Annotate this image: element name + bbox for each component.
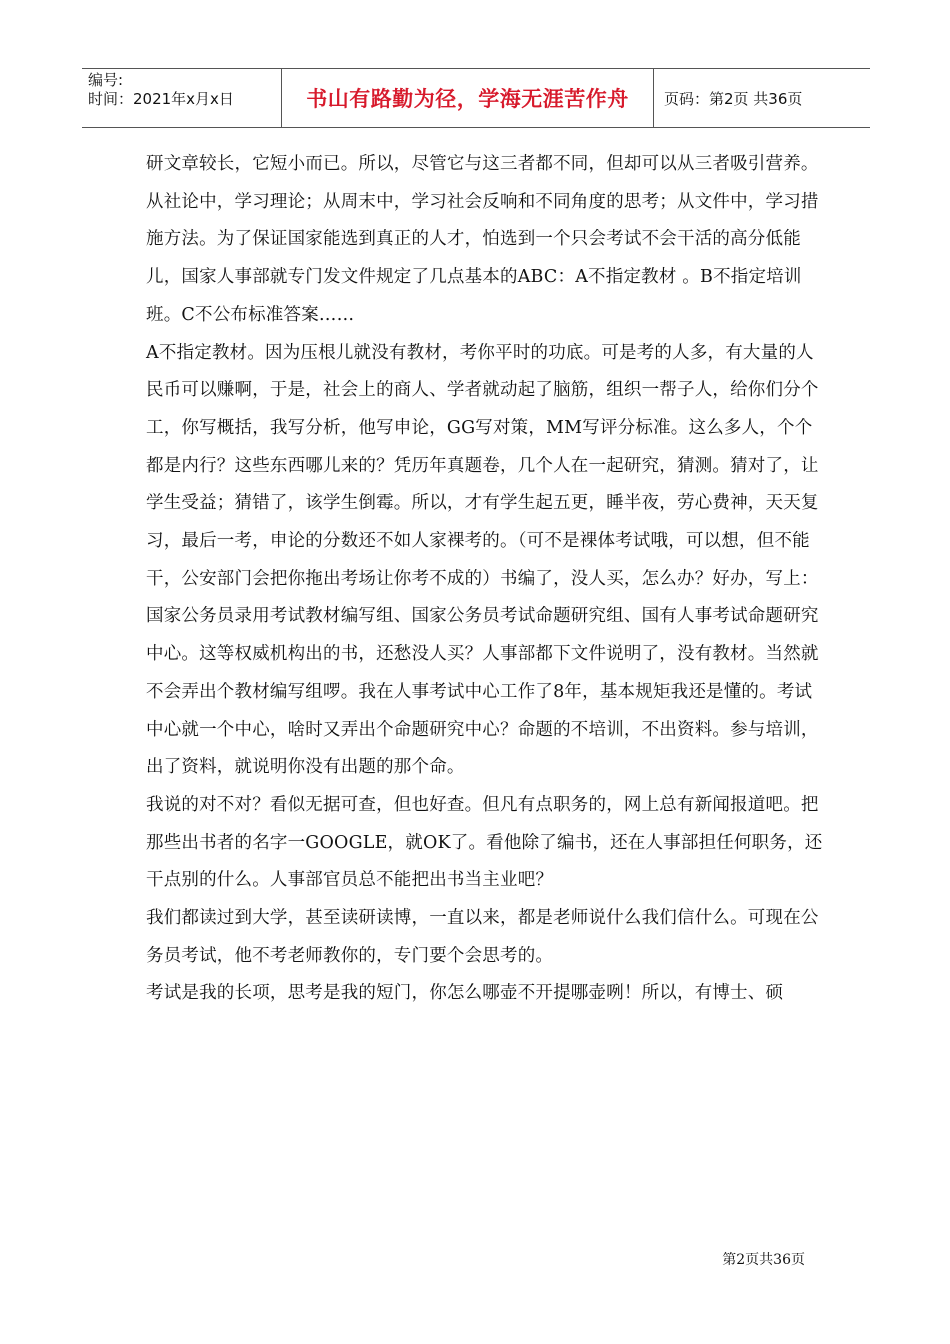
header-motto: 书山有路勤为径，学海无涯苦作舟 [282,69,654,127]
paragraph-2: A不指定教材。因为压根儿就没有教材，考你平时的功底。可是考的人多，有大量的人民币可以赚啊，于是，社会上的商人、学者就动起了脑筋，组织一帮子人，给你们分个工，你写概括，我写分析，他写申论，GG写对策，MM写评分标准。这么多人，个个都是内行？这些东西哪儿来的？凭历年真题卷，几个人在一起研究，猜测。猜对了，让学生受益；猜错了，该学生倒霉。所以，才有学生起五更，睡半夜，劳心费神，天天复习，最后一考，申论的分数还不如人家裸考的。（可不是裸体考试哦，可以想，但不能干，公安部门会把你拖出考场让你考不成的）书编了，没人买，怎么办？好办，写上：国家公务员录用考试教材编写组、国家公务员考试命题研究组、国有人事考试命题研究中心。这等权威机构出的书，还愁没人买？人事部都下文件说明了，没有教材。当然就不会弄出个教材编写组啰。我在人事考试中心工作了8年，基本规矩我还是懂的。考试中心就一个中心，啥时又弄出个命题研究中心？命题的不培训，不出资料。参与培训，出了资料，就说明你没有出题的那个命。 [146,342,819,778]
paragraph-3: 我说的对不对？看似无据可查，但也好查。但凡有点职务的，网上总有新闻报道吧。把那些出书者的名字一GOOGLE，就OK了。看他除了编书，还在人事部担任何职务，还干点别的什么。人事部官员总不能把出书当主业吧？ [146,794,823,891]
page-header [82,68,870,128]
header-meta [82,69,282,127]
header-page-info: 页码：第2页 共36页 [664,89,803,108]
paragraph-5: 考试是我的长项，思考是我的短门，你怎么哪壶不开提哪壶咧！所以，有博士、硕 [146,983,784,1004]
serial-label: 编号: [88,71,124,89]
time-text: 时间：2021年x月x日 [88,90,234,108]
page-footer: 第2页共36页 [722,1252,805,1268]
document-body [146,146,826,1013]
paragraph-4: 我们都读过到大学，甚至读研读博，一直以来，都是老师说什么我们信什么。可现在公务员考试，他不考老师教你的，专门要个会思考的。 [146,908,819,966]
paragraph-1: 研文章较长，它短小而已。所以，尽管它与这三者都不同，但却可以从三者吸引营养。从社论中，学习理论；从周末中，学习社会反响和不同角度的思考；从文件中，学习措施方法。为了保证国家能选到真正的人才，怕选到一个只会考试不会干活的高分低能儿，国家人事部就专门发文件规定了几点基本的ABC：A不指定教材 。B不指定培训班。C不公布标准答案…… [146,154,819,325]
